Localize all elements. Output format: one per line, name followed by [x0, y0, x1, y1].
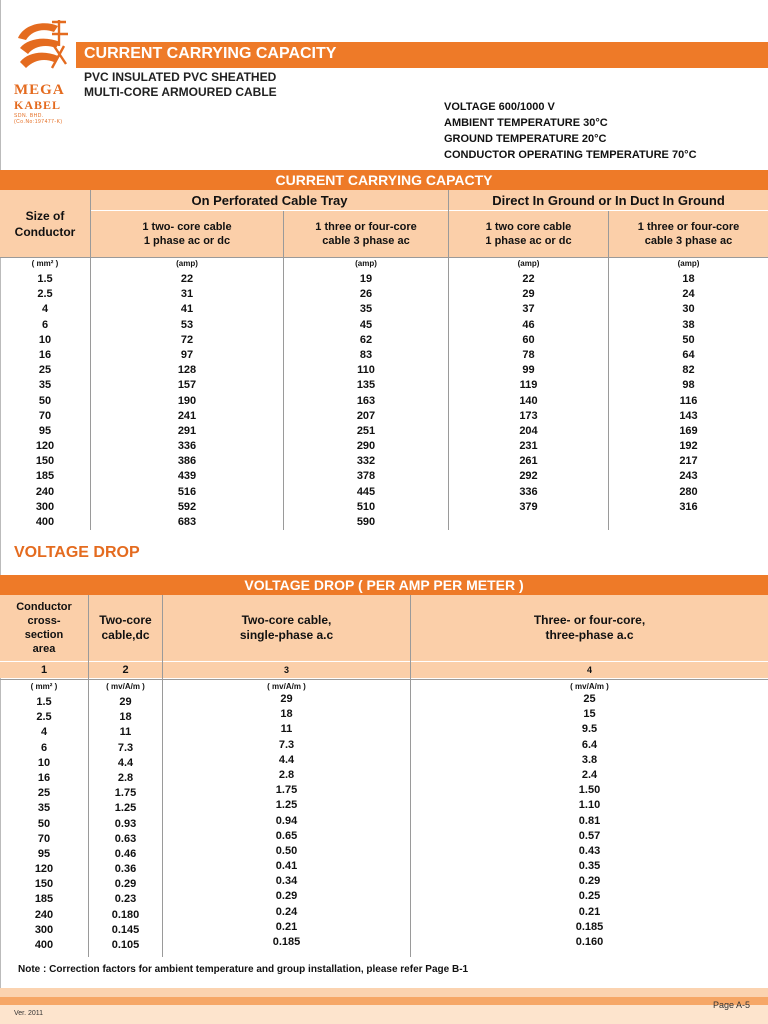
capacity-ground-three-column — [609, 272, 768, 530]
table-cell: 140 — [519, 394, 538, 407]
unit-tray-three: (amp) — [355, 259, 377, 268]
correction-note: Note : Correction factors for ambient temperature and group installation, please refer Page B-1 — [18, 964, 469, 975]
table-cell: 116 — [679, 394, 698, 407]
table-cell: 0.180 — [111, 908, 140, 921]
table-cell: 1.75 — [275, 784, 298, 797]
table-cell: 25 — [37, 787, 51, 800]
specifications — [444, 99, 697, 163]
table-cell: 45 — [359, 318, 373, 331]
col-number-4: 4 — [411, 662, 768, 678]
table-cell: 120 — [35, 440, 55, 453]
table-cell: 240 — [35, 485, 55, 498]
column-divider — [448, 190, 449, 530]
cross-section-header: Conductor cross- section area — [0, 595, 88, 661]
table-cell: 16 — [37, 771, 51, 784]
logo-brand-kabel: KABEL — [14, 98, 62, 112]
table-cell: 150 — [34, 878, 54, 891]
table-cell: 10 — [37, 756, 51, 769]
table-cell: 2.5 — [37, 288, 53, 301]
direct-in-ground-header: Direct In Ground or In Duct In Ground — [449, 190, 768, 210]
table-cell: 292 — [519, 470, 538, 483]
drop-sizes-column — [0, 695, 88, 953]
perforated-tray-header: On Perforated Cable Tray — [91, 190, 448, 210]
table-cell: 0.35 — [578, 860, 601, 873]
table-cell: 1.75 — [114, 787, 137, 800]
footer-band — [0, 1005, 768, 1024]
unit-ground-three: (amp) — [677, 259, 700, 268]
table-cell: 46 — [522, 318, 535, 331]
table-cell: 24 — [682, 288, 695, 301]
table-cell: 99 — [522, 364, 535, 377]
size-of-conductor-header: Size of Conductor — [0, 190, 90, 257]
table-cell: 1.25 — [275, 799, 298, 812]
table-cell: 683 — [177, 516, 197, 528]
column-divider — [162, 595, 163, 957]
col-number-2: 2 — [89, 662, 162, 678]
table-cell: 4 — [40, 726, 48, 739]
table-cell: 291 — [177, 424, 197, 437]
ground-two-core-header: 1 two core cable 1 phase ac or dc — [449, 211, 608, 257]
drop-table-band — [0, 575, 768, 595]
drop-unit-dc: ( mv/A/m ) — [106, 682, 145, 691]
table-cell: 163 — [356, 394, 376, 407]
table-cell: 143 — [679, 409, 698, 422]
drop-single-phase-column — [163, 692, 410, 950]
table-cell: 300 — [35, 500, 55, 513]
table-cell: 0.29 — [578, 875, 601, 888]
table-cell: 261 — [519, 455, 538, 468]
col-number-3: 3 — [163, 662, 410, 678]
tray-two-core-header: 1 two- core cable 1 phase ac or dc — [91, 211, 283, 257]
table-cell: 204 — [519, 424, 538, 437]
page-title: CURRENT CARRYING CAPACITY — [84, 45, 337, 62]
table-cell: 11 — [119, 726, 132, 739]
table-cell: 336 — [177, 440, 197, 453]
table-cell: 15 — [583, 708, 596, 721]
table-cell: 185 — [34, 893, 54, 906]
table-cell: 243 — [679, 470, 698, 483]
table-cell: 280 — [679, 485, 698, 498]
table-cell: 60 — [522, 333, 535, 346]
table-cell: 53 — [180, 318, 194, 331]
column-divider — [283, 211, 284, 530]
table-cell: 400 — [34, 939, 54, 951]
table-cell: 4.4 — [278, 753, 295, 766]
table-cell: 332 — [356, 455, 376, 468]
table-cell: 169 — [679, 424, 698, 437]
table-cell: 316 — [679, 500, 698, 513]
capacity-table-band — [0, 170, 768, 190]
page-number: Page A-5 — [712, 1000, 750, 1010]
three-four-core-header: Three- or four-core, three-phase a.c — [411, 595, 768, 661]
table-cell: 7.3 — [278, 738, 295, 751]
table-cell: 9.5 — [581, 723, 598, 736]
table-cell: 190 — [177, 394, 197, 407]
table-cell: 110 — [357, 364, 375, 377]
table-cell: 98 — [682, 379, 695, 392]
table-cell: 0.105 — [111, 939, 140, 951]
header-divider — [0, 661, 768, 662]
table-cell: 18 — [682, 273, 695, 285]
table-cell: 70 — [38, 409, 52, 422]
header-divider — [0, 679, 768, 680]
capacity-sizes-column — [0, 272, 90, 530]
table-cell: 64 — [682, 348, 695, 361]
table-cell: 439 — [177, 470, 197, 483]
table-cell: 0.21 — [578, 905, 601, 918]
table-cell: 97 — [180, 348, 194, 361]
table-cell: 379 — [519, 500, 538, 513]
table-cell: 0.25 — [578, 890, 601, 903]
table-cell: 37 — [522, 303, 535, 316]
capacity-tray-three-column — [284, 272, 448, 530]
logo-brand-mega: MEGA — [14, 82, 65, 98]
table-cell: 1.25 — [114, 802, 137, 815]
table-cell: 16 — [38, 348, 52, 361]
table-cell: 0.63 — [114, 832, 137, 845]
unit-tray-two: (amp) — [176, 259, 198, 268]
col-number-1: 1 — [0, 662, 88, 678]
table-cell: 0.29 — [114, 878, 137, 891]
table-cell: 31 — [180, 288, 194, 301]
capacity-tray-two-column — [91, 272, 283, 530]
table-cell: 173 — [519, 409, 538, 422]
table-cell: 83 — [359, 348, 373, 361]
table-cell: 290 — [356, 440, 376, 453]
table-cell: 157 — [177, 379, 197, 392]
table-cell: 26 — [359, 288, 373, 301]
table-cell: 6.4 — [581, 738, 598, 751]
column-divider — [608, 211, 609, 530]
table-cell: 128 — [177, 364, 197, 377]
mega-kabel-logo-icon — [14, 18, 72, 80]
cable-description — [84, 70, 277, 100]
table-cell: 0.93 — [114, 817, 137, 830]
ground-three-core-header: 1 three or four-core cable 3 phase ac — [609, 211, 768, 257]
table-cell: 78 — [522, 348, 535, 361]
table-cell: 29 — [280, 693, 293, 705]
spec-ground-temperature: GROUND TEMPERATURE 20°C — [444, 133, 607, 145]
spec-ambient-temperature: AMBIENT TEMPERATURE 30°C — [444, 117, 608, 129]
table-cell: 25 — [38, 364, 52, 377]
table-cell: 0.43 — [578, 844, 601, 857]
table-cell: 41 — [180, 303, 194, 316]
table-cell: 119 — [519, 379, 538, 392]
subtitle-line-2: MULTI-CORE ARMOURED CABLE — [84, 85, 277, 99]
table-cell: 70 — [37, 832, 51, 845]
table-cell: 1.5 — [37, 273, 53, 285]
table-cell: 50 — [38, 394, 52, 407]
table-cell: 18 — [119, 711, 132, 724]
table-cell: 19 — [359, 273, 373, 285]
unit-size: ( mm² ) — [31, 259, 59, 268]
version-label: Ver. 2011 — [14, 1010, 44, 1017]
table-cell: 240 — [34, 908, 54, 921]
table-cell: 0.185 — [575, 920, 604, 933]
table-cell: 1.50 — [578, 784, 601, 797]
table-cell: 29 — [522, 288, 535, 301]
table-cell: 378 — [356, 470, 376, 483]
table-cell: 4 — [41, 303, 49, 316]
table-cell: 4.4 — [117, 756, 134, 769]
table-cell: 0.21 — [275, 920, 298, 933]
table-cell: 592 — [177, 500, 197, 513]
header-divider — [0, 257, 768, 258]
table-cell: 2.4 — [581, 768, 598, 781]
table-cell: 2.8 — [117, 771, 134, 784]
spec-conductor-temperature: CONDUCTOR OPERATING TEMPERATURE 70°C — [444, 149, 697, 161]
table-cell: 22 — [180, 273, 194, 285]
table-cell: 590 — [356, 516, 376, 528]
table-cell: 217 — [679, 455, 698, 468]
table-cell: 35 — [38, 379, 52, 392]
table-cell: 62 — [359, 333, 373, 346]
table-cell: 386 — [177, 455, 197, 468]
table-cell: 0.57 — [578, 829, 601, 842]
table-cell: 400 — [35, 516, 55, 528]
table-cell: 38 — [682, 318, 695, 331]
table-cell: 0.46 — [114, 847, 137, 860]
table-cell: 2.5 — [36, 711, 52, 724]
table-cell: 0.34 — [275, 875, 298, 888]
table-cell: 0.41 — [275, 860, 298, 873]
drop-unit-size: ( mm² ) — [30, 682, 58, 691]
table-cell: 120 — [34, 863, 54, 876]
table-cell: 516 — [177, 485, 197, 498]
table-cell: 6 — [41, 318, 49, 331]
footer-band — [0, 997, 768, 1005]
table-cell: 1.5 — [36, 696, 52, 708]
spec-voltage: VOLTAGE 600/1000 V — [444, 101, 555, 113]
drop-dc-column — [89, 695, 162, 953]
table-cell: 82 — [682, 364, 695, 377]
table-cell: 1.10 — [578, 799, 601, 812]
column-divider — [410, 595, 411, 957]
voltage-drop-table — [0, 595, 768, 957]
table-cell: 0.94 — [275, 814, 298, 827]
table-cell: 510 — [356, 500, 376, 513]
table-cell: 0.50 — [275, 844, 298, 857]
table-cell: 185 — [35, 470, 55, 483]
logo-company-number: SDN. BHD. (Co.No:197477-K) — [14, 113, 63, 125]
drop-unit-three: ( mv/A/m ) — [570, 682, 609, 691]
table-cell: 25 — [583, 693, 596, 705]
table-cell: 231 — [519, 440, 538, 453]
table-cell: 22 — [522, 273, 535, 285]
table-cell: 30 — [682, 303, 695, 316]
table-cell: 0.81 — [578, 814, 601, 827]
column-divider — [88, 595, 89, 957]
table-cell: 50 — [37, 817, 51, 830]
capacity-table-title: CURRENT CARRYING CAPACTY — [275, 172, 493, 188]
voltage-drop-title: VOLTAGE DROP — [14, 544, 140, 561]
table-cell: 192 — [679, 440, 698, 453]
table-cell: 241 — [177, 409, 197, 422]
table-cell — [609, 515, 768, 530]
table-cell: 6 — [40, 741, 48, 754]
capacity-table — [0, 190, 768, 530]
unit-ground-two: (amp) — [517, 259, 540, 268]
table-cell: 150 — [35, 455, 55, 468]
drop-unit-single: ( mv/A/m ) — [267, 682, 306, 691]
capacity-ground-two-column — [449, 272, 608, 530]
two-core-dc-header: Two-core cable,dc — [89, 595, 162, 661]
table-cell: 336 — [519, 485, 538, 498]
table-cell: 18 — [280, 708, 293, 721]
table-cell: 35 — [359, 303, 373, 316]
footer-band — [0, 988, 768, 997]
table-cell: 0.23 — [114, 893, 137, 906]
two-core-single-phase-header: Two-core cable, single-phase a.c — [163, 595, 410, 661]
table-cell — [449, 515, 608, 530]
tray-three-core-header: 1 three or four-core cable 3 phase ac — [284, 211, 448, 257]
table-cell: 3.8 — [581, 753, 598, 766]
table-cell: 35 — [37, 802, 51, 815]
table-cell: 72 — [180, 333, 194, 346]
table-cell: 0.145 — [111, 923, 140, 936]
table-cell: 207 — [356, 409, 376, 422]
table-cell: 10 — [38, 333, 52, 346]
table-cell: 2.8 — [278, 768, 295, 781]
table-cell: 95 — [37, 847, 51, 860]
table-cell: 251 — [356, 424, 376, 437]
table-cell: 50 — [682, 333, 695, 346]
table-cell: 0.29 — [275, 890, 298, 903]
drop-three-phase-column — [411, 692, 768, 950]
table-cell: 0.36 — [114, 863, 137, 876]
subtitle-line-1: PVC INSULATED PVC SHEATHED — [84, 70, 277, 84]
table-cell: 0.24 — [275, 905, 298, 918]
table-cell: 11 — [280, 723, 293, 736]
column-divider — [90, 190, 91, 530]
title-bar — [76, 42, 768, 68]
drop-table-title: VOLTAGE DROP ( PER AMP PER METER ) — [244, 577, 524, 593]
table-cell: 0.65 — [275, 829, 298, 842]
table-cell: 7.3 — [117, 741, 134, 754]
table-cell: 0.185 — [272, 936, 301, 948]
table-cell: 29 — [119, 696, 132, 708]
table-cell: 445 — [356, 485, 376, 498]
company-logo — [10, 18, 76, 125]
table-cell: 135 — [356, 379, 376, 392]
table-cell: 0.160 — [575, 936, 604, 948]
table-cell: 300 — [34, 923, 54, 936]
table-cell: 95 — [38, 424, 52, 437]
